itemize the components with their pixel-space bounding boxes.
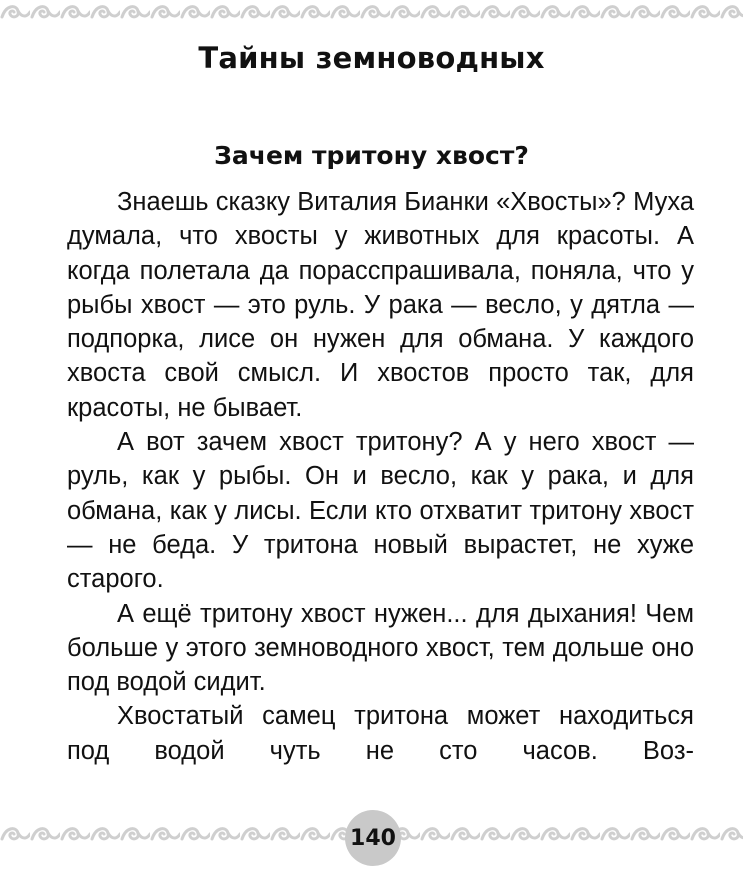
page-number: 140 bbox=[345, 810, 401, 866]
wave-ornament-icon bbox=[0, 0, 743, 24]
article-body bbox=[67, 185, 694, 768]
paragraph: Хвостатый самец тритона может находиться под водой чуть не сто часов. Воз- bbox=[67, 702, 694, 765]
article-title: Зачем тритону хвост? bbox=[214, 141, 529, 170]
paragraph: Знаешь сказку Виталия Бианки «Хвосты»? Муха думала, что хвосты у животных для красоты. А когда полетала да порасспрашивала, поняла, что у рыбы хвост — это руль. У рака — весло, у дятла — подпорка, лисе он нужен для обмана. У каждого хвоста свой смысл. И хвостов просто так, для красоты, не бывает. bbox=[67, 188, 694, 422]
section-title: Тайны земноводных bbox=[198, 41, 545, 75]
top-ornament-border bbox=[0, 0, 743, 24]
paragraph: А вот зачем хвост тритону? А у него хвост — руль, как у рыбы. Он и весло, как у рака, и для обмана, как у лисы. Если кто отхватит тритону хвост — не беда. У тритона новый вырастет, не хуже старого. bbox=[67, 428, 694, 594]
paragraph: А ещё тритону хвост нужен... для дыхания! Чем больше у этого земноводного хвост, тем дольше оно под водой сидит. bbox=[67, 599, 694, 697]
